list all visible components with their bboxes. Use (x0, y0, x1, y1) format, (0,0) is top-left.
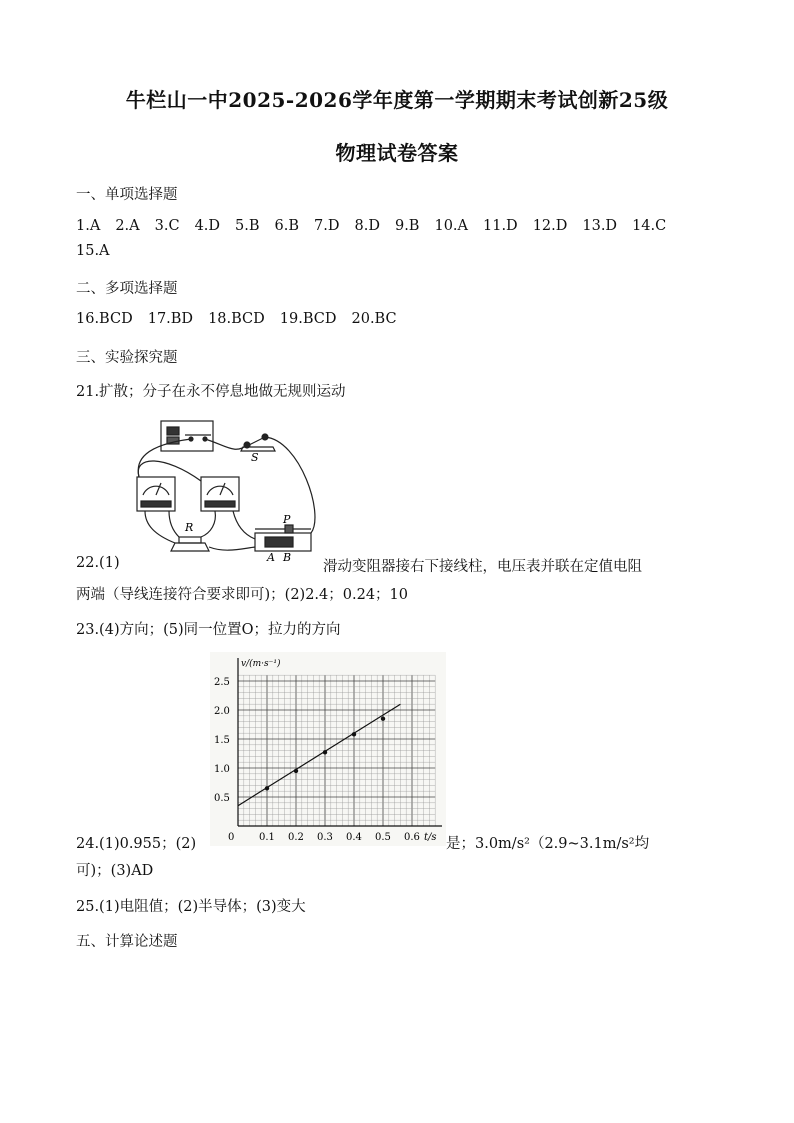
circuit-diagram (125, 415, 325, 563)
x-tick-label: 0.3 (317, 832, 333, 843)
answer-item: 18.BCD (208, 311, 265, 327)
answer-item: 5.B (235, 218, 260, 234)
label-terminal-a: A (267, 551, 275, 563)
y-tick-label: 1.5 (214, 735, 230, 746)
answer-item: 14.C (632, 218, 667, 234)
answer-item: 11.D (483, 218, 518, 234)
exam-title: 牛栏山一中2025-2026学年度第一学期期末考试创新25级 (125, 88, 669, 112)
answer-item: 15.A (76, 243, 110, 259)
label-slider: P (283, 513, 291, 526)
section-single-choice: 一、单项选择题 (76, 187, 178, 203)
answer-item: 3.C (154, 218, 180, 234)
answer-item: 13.D (582, 218, 618, 234)
answer-item: 16.BCD (76, 311, 133, 327)
section-multi-choice: 二、多项选择题 (76, 281, 178, 297)
resistor (171, 543, 209, 551)
answer-q23: 23.(4)方向；(5)同一位置O；拉力的方向 (76, 622, 341, 638)
answer-item: 19.BCD (279, 311, 337, 327)
data-point (352, 732, 356, 736)
x-axis-label: t/s (424, 832, 437, 843)
answer-item: 2.A (115, 218, 140, 234)
data-point (294, 769, 298, 773)
label-resistor: R (185, 521, 194, 534)
data-point (265, 786, 269, 790)
single-choice-answers (76, 218, 681, 234)
exam-subtitle: 物理试卷答案 (335, 141, 459, 165)
x-tick-label: 0.4 (346, 832, 362, 843)
y-tick-label: 0.5 (214, 793, 230, 804)
label-switch: S (251, 451, 259, 464)
answer-q24-text: 是；3.0m/s²（2.9~3.1m/s²均 (446, 836, 650, 852)
answer-item: 9.B (394, 218, 420, 234)
x-tick-label: 0.2 (288, 832, 304, 843)
label-terminal-b: B (283, 551, 292, 563)
answer-q24-prefix: 24.(1)0.955；(2) (76, 836, 197, 852)
x-tick-label: 0.6 (404, 832, 420, 843)
answer-item: 10.A (434, 218, 468, 234)
answer-q24-line2: 可)；(3)AD (76, 863, 154, 879)
y-tick-label: 2.0 (214, 706, 230, 717)
answer-item: 8.D (354, 218, 380, 234)
answer-q22-line2: 两端（导线连接符合要求即可)；(2)2.4；0.24；10 (76, 587, 408, 603)
answer-item: 1.A (76, 218, 101, 234)
origin-label: 0 (228, 832, 235, 843)
answer-item: 7.D (314, 218, 340, 234)
answer-q25: 25.(1)电阻值；(2)半导体；(3)变大 (76, 899, 306, 915)
answer-q22-text: 滑动变阻器接右下接线柱，电压表并联在定值电阻 (323, 559, 642, 575)
y-tick-label: 1.0 (214, 764, 230, 775)
velocity-time-graph (210, 652, 446, 846)
answer-item: 4.D (194, 218, 221, 234)
answer-item: 12.D (532, 218, 568, 234)
data-point (381, 717, 385, 721)
section-experiment: 三、实验探究题 (76, 350, 178, 366)
section-calculation: 五、计算论述题 (76, 934, 178, 950)
multi-choice-answers (76, 311, 412, 327)
y-axis-label: v/(m·s⁻¹) (241, 659, 281, 669)
data-point (323, 750, 327, 754)
answer-q21: 21.扩散；分子在永不停息地做无规则运动 (76, 384, 346, 400)
y-tick-label: 2.5 (214, 677, 230, 688)
answer-item: 20.BC (351, 311, 397, 327)
x-tick-label: 0.1 (259, 832, 275, 843)
answer-q22-prefix: 22.(1) (76, 555, 120, 571)
answer-item: 6.B (274, 218, 300, 234)
power-supply (161, 421, 213, 451)
answer-item: 17.BD (147, 311, 194, 327)
x-tick-label: 0.5 (375, 832, 391, 843)
